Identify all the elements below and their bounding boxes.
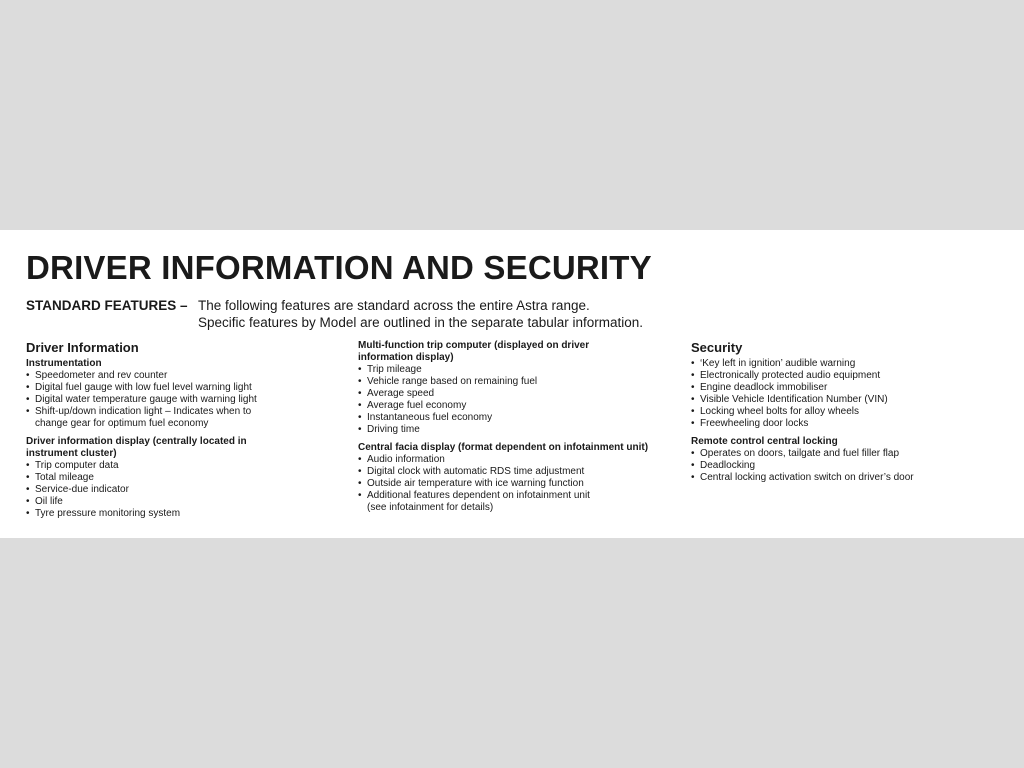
driver-display-heading-line: instrument cluster)	[26, 448, 117, 459]
list-item	[358, 490, 668, 514]
driver-information-column	[26, 340, 326, 520]
list-item: • Audio information	[358, 454, 668, 466]
intro-text-line-1: The following features are standard across the entire Astra range.	[198, 298, 590, 313]
list-item: • Vehicle range based on remaining fuel	[358, 376, 668, 388]
list-item: • Speedometer and rev counter	[26, 370, 326, 382]
list-item: • Total mileage	[26, 472, 326, 484]
list-item	[26, 406, 326, 430]
list-item: • Locking wheel bolts for alloy wheels	[691, 406, 1001, 418]
list-item-line: (see infotainment for details)	[367, 502, 494, 513]
standard-features-label: STANDARD FEATURES –	[26, 298, 188, 313]
remote-locking-heading: Remote control central locking	[691, 436, 838, 447]
instrumentation-heading: Instrumentation	[26, 358, 102, 369]
trip-computer-column	[358, 340, 668, 514]
intro-text-line-2: Specific features by Model are outlined in the separate tabular information.	[198, 315, 644, 330]
list-item: • Digital fuel gauge with low fuel level warning light	[26, 382, 326, 394]
list-item: • Tyre pressure monitoring system	[26, 508, 326, 520]
page-title: DRIVER INFORMATION AND SECURITY	[26, 249, 652, 286]
list-item-line: change gear for optimum fuel economy	[35, 418, 209, 429]
trip-computer-heading-line: information display)	[358, 352, 454, 363]
remote-locking-list	[691, 448, 1001, 484]
list-item: • Operates on doors, tailgate and fuel filler flap	[691, 448, 1001, 460]
trip-computer-list	[358, 364, 668, 436]
instrumentation-list	[26, 370, 326, 430]
list-item: • Digital water temperature gauge with warning light	[26, 394, 326, 406]
list-item: • Outside air temperature with ice warning function	[358, 478, 668, 490]
list-item: • ‘Key left in ignition’ audible warning	[691, 358, 1001, 370]
list-item: • Freewheeling door locks	[691, 418, 1001, 430]
security-list	[691, 358, 1001, 430]
list-item: • Trip computer data	[26, 460, 326, 472]
driver-information-heading: Driver Information	[26, 340, 139, 355]
list-item: • Instantaneous fuel economy	[358, 412, 668, 424]
list-item: • Deadlocking	[691, 460, 1001, 472]
list-item: • Central locking activation switch on driver’s door	[691, 472, 1001, 484]
document-page	[0, 230, 1024, 538]
list-item: • Trip mileage	[358, 364, 668, 376]
list-item: • Visible Vehicle Identification Number (VIN)	[691, 394, 1001, 406]
list-item: • Service-due indicator	[26, 484, 326, 496]
driver-display-heading	[26, 436, 326, 460]
list-item: • Engine deadlock immobiliser	[691, 382, 1001, 394]
list-item: • Average fuel economy	[358, 400, 668, 412]
list-item-line: • Additional features dependent on infotainment unit	[367, 490, 590, 501]
security-column	[691, 340, 1001, 484]
list-item: • Driving time	[358, 424, 668, 436]
list-item: • Digital clock with automatic RDS time adjustment	[358, 466, 668, 478]
driver-display-heading-line: Driver information display (centrally located in	[26, 436, 247, 447]
list-item-line: • Shift-up/down indication light – Indicates when to	[35, 406, 252, 417]
list-item: • Electronically protected audio equipment	[691, 370, 1001, 382]
driver-display-list	[26, 460, 326, 520]
central-facia-heading: Central facia display (format dependent on infotainment unit)	[358, 442, 649, 453]
security-heading: Security	[691, 340, 743, 355]
list-item: • Oil life	[26, 496, 326, 508]
trip-computer-heading	[358, 340, 668, 364]
trip-computer-heading-line: Multi-function trip computer (displayed on driver	[358, 340, 590, 351]
list-item: • Average speed	[358, 388, 668, 400]
central-facia-list	[358, 454, 668, 514]
